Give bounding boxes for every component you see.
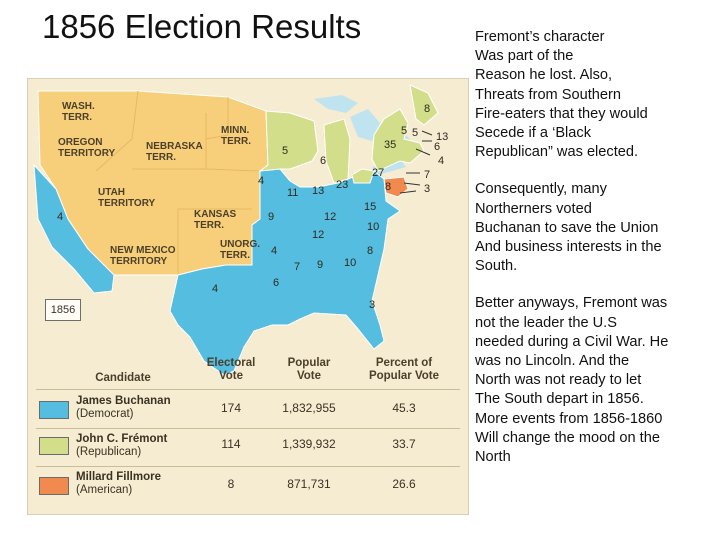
ev-alabama: 9 [317, 259, 324, 271]
ev-connecticut: 6 [434, 141, 441, 153]
ev-wisconsin: 5 [282, 145, 289, 157]
table-rule [36, 428, 460, 429]
percent-cell: 45.3 [392, 401, 416, 415]
candidate-name-text: James Buchanan [76, 395, 171, 407]
ev-virginia: 15 [364, 201, 377, 213]
territory-label-kansas: KANSAS TERR. [194, 209, 237, 231]
ev-massachusetts: 13 [436, 131, 449, 143]
territory-label-new-mexico: NEW MEXICO TERRITORY [110, 245, 176, 267]
popular-vote-cell: 871,731 [287, 477, 331, 491]
ev-new-jersey: 7 [424, 169, 431, 181]
candidate-name [76, 471, 161, 497]
legend-swatch-fremont [39, 437, 69, 455]
ev-california: 4 [57, 211, 64, 223]
ev-michigan: 6 [320, 155, 327, 167]
ev-vermont: 5 [401, 125, 408, 137]
ev-ohio: 23 [336, 179, 349, 191]
header-popular-vote: Popular Vote [287, 357, 331, 382]
ev-rhode-island: 4 [438, 155, 445, 167]
ev-north-carolina: 10 [367, 221, 380, 233]
candidate-name [76, 395, 171, 421]
ev-illinois: 11 [287, 187, 299, 199]
ev-texas: 4 [212, 283, 219, 295]
ev-florida: 3 [369, 299, 376, 311]
territory-label-washington: WASH. TERR. [62, 101, 95, 123]
ev-georgia: 10 [344, 257, 357, 269]
ev-maine: 8 [424, 103, 431, 115]
table-rule [36, 466, 460, 467]
election-map-figure [27, 78, 469, 515]
candidate-party: (American) [76, 484, 133, 496]
notes-text [475, 28, 713, 485]
ev-tennessee: 12 [312, 229, 325, 241]
ev-south-carolina: 8 [367, 245, 374, 257]
ev-pennsylvania: 27 [372, 167, 385, 179]
candidate-name-text: Millard Fillmore [76, 471, 161, 483]
ev-iowa: 4 [258, 175, 265, 187]
territory-label-nebraska: NEBRASKA TERR. [146, 141, 203, 163]
ev-new-york: 35 [384, 139, 397, 151]
ev-missouri: 9 [268, 211, 275, 223]
legend-swatch-fillmore [39, 477, 69, 495]
percent-cell: 33.7 [392, 437, 416, 451]
ev-louisiana: 6 [273, 277, 280, 289]
ev-maryland: 8 [385, 181, 392, 193]
territory-label-utah: UTAH TERRITORY [98, 187, 156, 209]
territory-label-minnesota: MINN. TERR. [221, 125, 251, 147]
candidate-name-text: John C. Frémont [76, 433, 168, 445]
page-title: 1856 Election Results [42, 8, 362, 45]
candidate-name [76, 433, 167, 459]
electoral-vote-cell: 174 [220, 401, 242, 415]
ev-delaware: 3 [424, 183, 431, 195]
ev-new-hampshire: 5 [412, 127, 419, 139]
popular-vote-cell: 1,339,932 [282, 437, 336, 451]
note-paragraph-2: Consequently, many Northerners voted Buchanan to save the Union And business interests in the South. [475, 181, 662, 275]
popular-vote-cell: 1,832,955 [282, 401, 336, 415]
candidate-party: (Republican) [76, 446, 142, 458]
ev-indiana: 13 [312, 185, 325, 197]
ev-kentucky: 12 [324, 211, 337, 223]
note-paragraph-3: Better anyways, Fremont was not the leader the U.S needed during a Civil War. He was no Lincoln. And the North was not ready to let The South depart in 1856. More events from 1856-1860 Will change the mood on the North [475, 295, 669, 466]
candidate-party: (Democrat) [76, 408, 134, 420]
header-percent-popular-vote: Percent of Popular Vote [368, 357, 440, 382]
legend-swatch-buchanan [39, 401, 69, 419]
territory-label-oregon: OREGON TERRITORY [58, 137, 116, 159]
year-badge: 1856 [45, 299, 81, 321]
territory-label-unorganized: UNORG. TERR. [220, 239, 260, 261]
ev-mississippi: 7 [294, 261, 301, 273]
header-candidate: Candidate [95, 372, 151, 384]
electoral-vote-cell: 114 [221, 437, 241, 451]
table-rule [36, 389, 460, 390]
electoral-vote-cell: 8 [227, 477, 235, 491]
ev-arkansas: 4 [271, 245, 278, 257]
header-electoral-vote: Electoral Vote [206, 357, 256, 382]
note-paragraph-1: Fremont’s character Was part of the Reason he lost. Also, Threats from Southern Fire-eaters that they would Secede if a ‘Black Republican” was elected. [475, 29, 648, 161]
percent-cell: 26.6 [392, 477, 416, 491]
